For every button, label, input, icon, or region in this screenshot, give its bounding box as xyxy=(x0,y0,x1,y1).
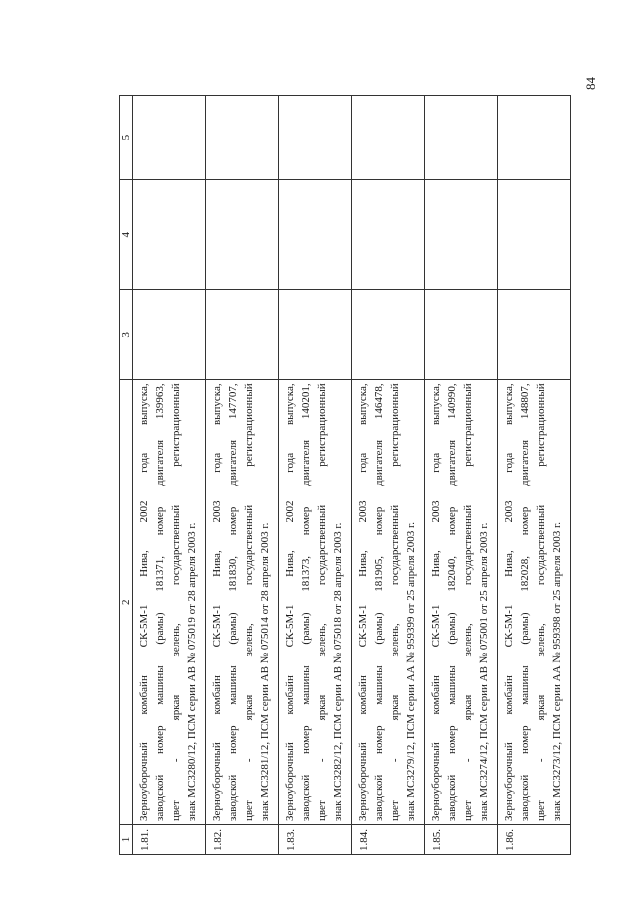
row-number: 1.81. xyxy=(133,824,206,854)
table-header-row xyxy=(120,96,133,855)
row-cell-3 xyxy=(498,290,571,380)
description-line: Зерноуборочный комбайн СК-5М-1 Нива, 2003 года выпуска, xyxy=(357,383,369,821)
description-line: заводской номер машины (рамы) 181905, номер двигателя 146478, xyxy=(373,383,385,821)
description-line: Зерноуборочный комбайн СК-5М-1 Нива, 2003 года выпуска, xyxy=(503,383,515,821)
description-line: знак МС3274/12, ПСМ серии АВ № 075001 от 25 апреля 2003 г. xyxy=(478,522,490,821)
table-row xyxy=(498,96,571,855)
row-cell-4 xyxy=(425,180,498,290)
column-header-4: 4 xyxy=(120,180,133,290)
row-number: 1.84. xyxy=(352,824,425,854)
document-table-container xyxy=(119,95,563,855)
row-description xyxy=(279,380,352,825)
description-line: заводской номер машины (рамы) 182040, номер двигателя 140990, xyxy=(446,383,458,821)
row-cell-5 xyxy=(498,96,571,180)
description-line: знак МС3281/12, ПСМ серии АВ № 075014 от 28 апреля 2003 г. xyxy=(259,522,271,821)
description-line: заводской номер машины (рамы) 182028, номер двигателя 148807, xyxy=(519,383,531,821)
row-description xyxy=(133,380,206,825)
description-line: цвет - яркая зелень, государственный регистрационный xyxy=(535,383,547,821)
description-line: Зерноуборочный комбайн СК-5М-1 Нива, 2002 года выпуска, xyxy=(284,383,296,821)
row-cell-4 xyxy=(498,180,571,290)
row-cell-5 xyxy=(206,96,279,180)
description-line: Зерноуборочный комбайн СК-5М-1 Нива, 2002 года выпуска, xyxy=(138,383,150,821)
description-line: знак МС3282/12, ПСМ серии АВ № 075018 от 28 апреля 2003 г. xyxy=(332,522,344,821)
row-cell-4 xyxy=(133,180,206,290)
description-line: заводской номер машины (рамы) 181373, номер двигателя 140201, xyxy=(300,383,312,821)
row-number: 1.86. xyxy=(498,824,571,854)
row-cell-4 xyxy=(352,180,425,290)
row-cell-3 xyxy=(206,290,279,380)
description-line: цвет - яркая зелень, государственный регистрационный xyxy=(389,383,401,821)
row-cell-3 xyxy=(279,290,352,380)
table-row xyxy=(425,96,498,855)
table-row xyxy=(352,96,425,855)
description-line: знак МС3280/12, ПСМ серии АВ № 075019 от 28 апреля 2003 г. xyxy=(186,522,198,821)
description-line: заводской номер машины (рамы) 181830, номер двигателя 147707, xyxy=(227,383,239,821)
row-number: 1.83. xyxy=(279,824,352,854)
row-cell-5 xyxy=(133,96,206,180)
description-line: Зерноуборочный комбайн СК-5М-1 Нива, 2003 года выпуска, xyxy=(430,383,442,821)
row-cell-3 xyxy=(352,290,425,380)
description-line: цвет - яркая зелень, государственный регистрационный xyxy=(170,383,182,821)
row-number: 1.82. xyxy=(206,824,279,854)
description-line: знак МС3273/12, ПСМ серии АА № 959398 от 25 апреля 2003 г. xyxy=(551,521,563,821)
description-line: заводской номер машины (рамы) 181371, номер двигателя 139963, xyxy=(154,383,166,821)
description-line: цвет - яркая зелень, государственный регистрационный xyxy=(462,383,474,821)
column-header-5: 5 xyxy=(120,96,133,180)
row-cell-3 xyxy=(425,290,498,380)
row-cell-5 xyxy=(425,96,498,180)
document-table xyxy=(119,95,571,855)
column-header-1: 1 xyxy=(120,824,133,854)
description-line: знак МС3279/12, ПСМ серии АА № 959399 от 25 апреля 2003 г. xyxy=(405,521,417,821)
page-number: 84 xyxy=(583,77,598,90)
description-line: Зерноуборочный комбайн СК-5М-1 Нива, 2003 года выпуска, xyxy=(211,383,223,821)
description-line: цвет - яркая зелень, государственный регистрационный xyxy=(316,383,328,821)
row-description xyxy=(498,380,571,825)
row-number: 1.85. xyxy=(425,824,498,854)
table-row xyxy=(206,96,279,855)
row-description xyxy=(206,380,279,825)
row-description xyxy=(352,380,425,825)
row-cell-5 xyxy=(352,96,425,180)
table-row xyxy=(133,96,206,855)
row-cell-4 xyxy=(279,180,352,290)
description-line: цвет - яркая зелень, государственный регистрационный xyxy=(243,383,255,821)
column-header-2: 2 xyxy=(120,380,133,825)
table-row xyxy=(279,96,352,855)
column-header-3: 3 xyxy=(120,290,133,380)
row-cell-4 xyxy=(206,180,279,290)
row-cell-5 xyxy=(279,96,352,180)
row-cell-3 xyxy=(133,290,206,380)
row-description xyxy=(425,380,498,825)
